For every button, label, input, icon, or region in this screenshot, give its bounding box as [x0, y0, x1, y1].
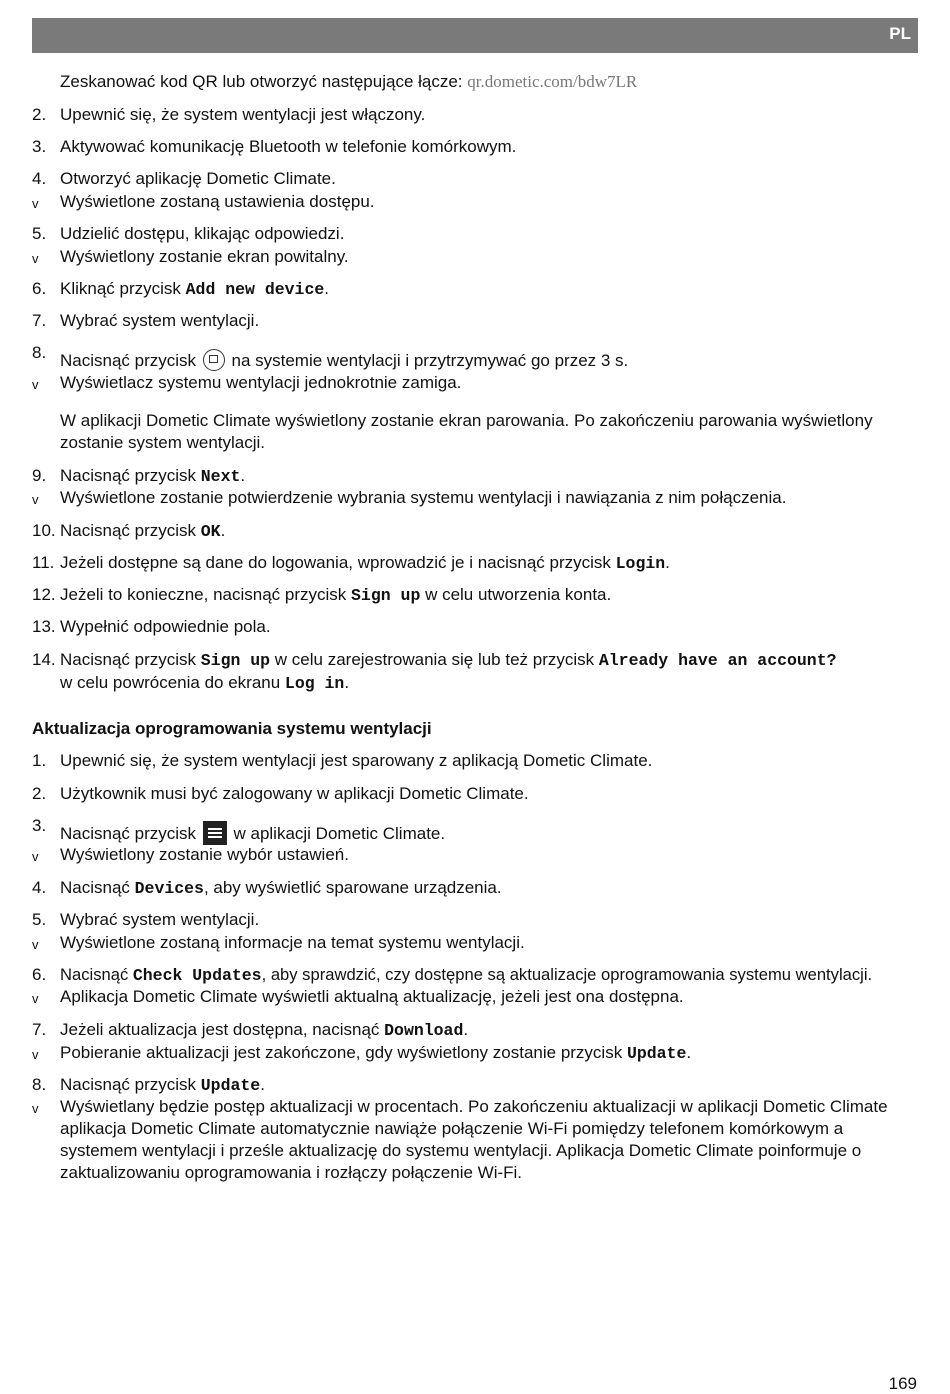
step-number: 1. — [32, 751, 47, 770]
language-label: PL — [889, 24, 911, 43]
step-number: 2. — [32, 105, 47, 124]
step-number: 3. — [32, 137, 47, 156]
next-label: Next — [200, 467, 241, 486]
punct: . — [344, 673, 350, 692]
step-text: Jeżeli dostępne są dane do logowania, wprowadzić je i nacisnąć przycisk — [60, 553, 616, 572]
step-number: 14. — [32, 650, 56, 669]
punct: . — [463, 1020, 469, 1039]
step-text-cont: , aby wyświetlić sparowane urządzenia. — [203, 878, 502, 897]
sign-up-label: Sign up — [200, 651, 271, 670]
step-text: Upewnić się, że system wentylacji jest włączony. — [60, 105, 426, 124]
check-updates-label: Check Updates — [132, 966, 262, 985]
result-marker: v — [32, 1047, 39, 1062]
result-text: Wyświetlany będzie postęp aktualizacji w procentach. Po zakończeniu aktualizacji w aplikacji Dometic Climate aplikacja Dometic Climate automatycznie nawiąże połączenie Wi-Fi pomiędzy telefonem komórkowym a systemem wentylacji i prześle aktualizację do systemu wentylacji. Aplikacja Dometic Climate poinformuje o zaktualizowaniu oprogramowania i rozłączy połączenie Wi-Fi. — [60, 1097, 888, 1182]
qr-link[interactable]: qr.dometic.com/bdw7LR — [467, 72, 638, 91]
note-text: W aplikacji Dometic Climate wyświetlony zostanie ekran parowania. Po zakończeniu parowania wyświetlony zostanie system wentylacji. — [60, 411, 873, 452]
add-new-device-label: Add new device — [185, 280, 325, 299]
result-text: Aplikacja Dometic Climate wyświetli aktualną aktualizację, jeżeli jest ona dostępna. — [60, 987, 684, 1006]
log-in-label: Log in — [284, 674, 345, 693]
step-text: Jeżeli aktualizacja jest dostępna, nacisnąć — [60, 1020, 385, 1039]
result-marker: v — [32, 377, 39, 392]
step-text: Otworzyć aplikację Dometic Climate. — [60, 169, 336, 188]
result-text: Wyświetlony zostanie ekran powitalny. — [60, 247, 349, 266]
devices-label: Devices — [134, 879, 204, 898]
step-text: Nacisnąć — [60, 878, 135, 897]
punct: . — [260, 1075, 265, 1094]
step-number: 8. — [32, 343, 47, 362]
step-number: 8. — [32, 1075, 47, 1094]
result-text: Wyświetlacz systemu wentylacji jednokrotnie zamiga. — [60, 373, 462, 392]
step-text-cont: w aplikacji Dometic Climate. — [228, 824, 446, 843]
step-text: Aktywować komunikację Bluetooth w telefonie komórkowym. — [60, 137, 517, 156]
step-number: 2. — [32, 784, 47, 803]
step-number: 5. — [32, 910, 47, 929]
step-text: Upewnić się, że system wentylacji jest sparowany z aplikacją Dometic Climate. — [60, 751, 653, 770]
step-number: 4. — [32, 169, 47, 188]
step-number: 6. — [32, 965, 47, 984]
step-number: 11. — [32, 553, 55, 572]
punct: . — [324, 279, 329, 298]
section-title: Aktualizacja oprogramowania systemu wentylacji — [32, 719, 432, 738]
step-text: Nacisnąć przycisk — [60, 650, 201, 669]
step-number: 4. — [32, 878, 47, 897]
step-text-cont: , aby sprawdzić, czy dostępne są aktualizacje oprogramowania systemu wentylacji. — [261, 965, 873, 984]
step-number: 10. — [32, 521, 56, 540]
result-marker: v — [32, 849, 39, 864]
step-text-cont: w celu zarejestrowania się lub też przycisk — [270, 650, 599, 669]
result-text: Pobieranie aktualizacji jest zakończone, gdy wyświetlony zostanie przycisk — [60, 1043, 627, 1062]
punct: . — [665, 553, 670, 572]
step-number: 7. — [32, 311, 47, 330]
punct: . — [686, 1043, 692, 1062]
download-label: Download — [384, 1021, 464, 1040]
update-label: Update — [626, 1044, 687, 1063]
result-marker: v — [32, 991, 39, 1006]
sign-up-label: Sign up — [351, 586, 421, 605]
step-text: Wypełnić odpowiednie pola. — [60, 617, 271, 636]
result-marker: v — [32, 937, 39, 952]
result-marker: v — [32, 251, 39, 266]
step-text: Nacisnąć przycisk — [60, 824, 201, 843]
result-text: Wyświetlone zostaną informacje na temat systemu wentylacji. — [60, 933, 525, 952]
update-label: Update — [200, 1076, 261, 1095]
ok-label: OK — [200, 522, 221, 541]
step-text: Nacisnąć przycisk — [60, 521, 201, 540]
login-label: Login — [615, 554, 666, 573]
step-number: 6. — [32, 279, 47, 298]
step-number: 3. — [32, 816, 47, 835]
step-text: Jeżeli to konieczne, nacisnąć przycisk — [60, 585, 352, 604]
step-number: 13. — [32, 617, 56, 636]
already-have-account-label: Already have an account? — [598, 651, 837, 670]
result-text: Wyświetlone zostanie potwierdzenie wybrania systemu wentylacji i nawiązania z nim połączenia. — [60, 488, 787, 507]
step-text: Wybrać system wentylacji. — [60, 910, 260, 929]
result-text: Wyświetlony zostanie wybór ustawień. — [60, 845, 349, 864]
result-marker: v — [32, 492, 39, 507]
step-text: Kliknąć przycisk — [60, 279, 186, 298]
page-number: 169 — [888, 1374, 917, 1393]
intro-text: Zeskanować kod QR lub otworzyć następujące łącze: — [60, 72, 468, 91]
menu-icon — [203, 821, 227, 845]
pairing-button-icon — [203, 349, 225, 371]
step-text-cont: na systemie wentylacji i przytrzymywać go przez 3 s. — [226, 351, 629, 370]
step-number: 5. — [32, 224, 47, 243]
header-bar — [32, 18, 918, 53]
step-text: Nacisnąć — [60, 965, 133, 984]
step-number: 12. — [32, 585, 56, 604]
step-text: Nacisnąć przycisk — [60, 1075, 201, 1094]
punct: . — [240, 466, 246, 485]
result-text: Wyświetlone zostaną ustawienia dostępu. — [60, 192, 375, 211]
step-text-cont: w celu utworzenia konta. — [420, 585, 612, 604]
step-text: Użytkownik musi być zalogowany w aplikacji Dometic Climate. — [60, 784, 529, 803]
result-marker: v — [32, 1101, 39, 1116]
result-marker: v — [32, 196, 39, 211]
step-text: Udzielić dostępu, klikając odpowiedzi. — [60, 224, 345, 243]
step-number: 9. — [32, 466, 47, 485]
step-text: w celu powrócenia do ekranu — [60, 673, 285, 692]
step-text: Nacisnąć przycisk — [60, 351, 201, 370]
step-text: Nacisnąć przycisk — [60, 466, 201, 485]
punct: . — [220, 521, 226, 540]
step-number: 7. — [32, 1020, 47, 1039]
step-text: Wybrać system wentylacji. — [60, 311, 260, 330]
